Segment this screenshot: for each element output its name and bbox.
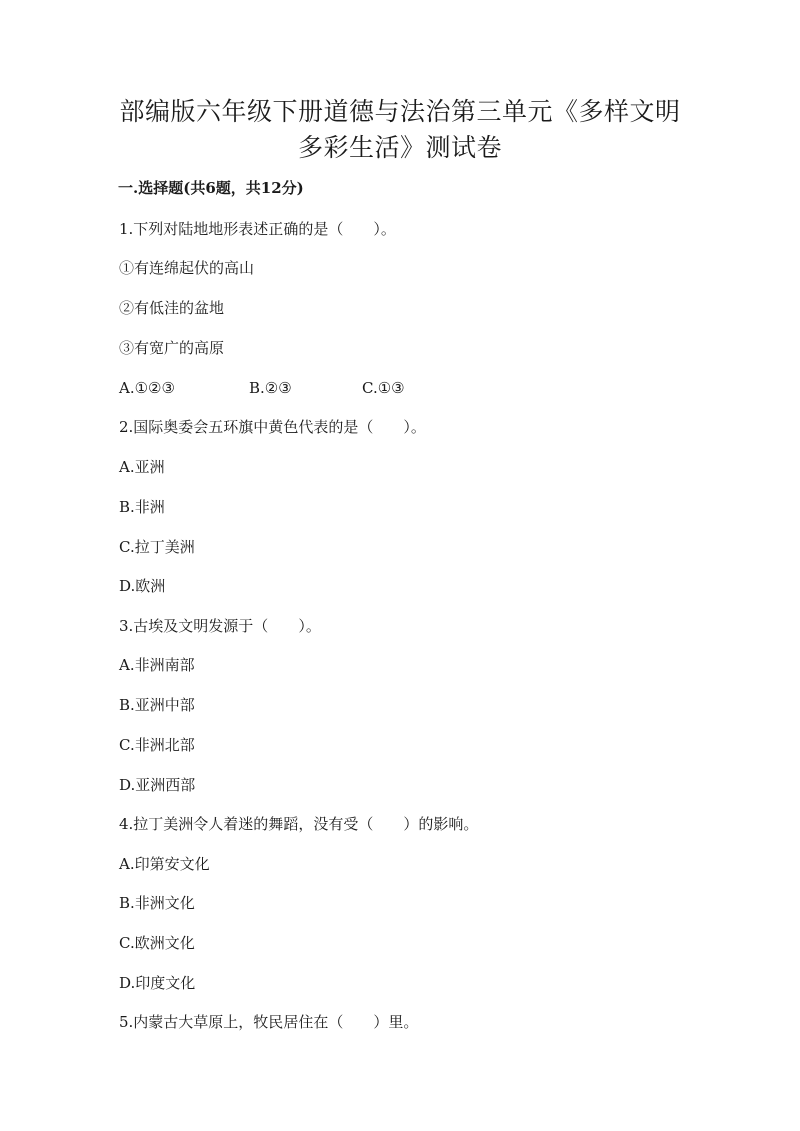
page-title-line-2: 多彩生活》测试卷 [297,133,502,162]
question-2-option-a[interactable]: A.亚洲 [119,458,165,476]
question-3-stem: 3.古埃及文明发源于（ ）。 [119,617,321,635]
question-5-stem: 5.内蒙古大草原上，牧民居住在（ ）里。 [119,1013,419,1031]
question-4-option-d[interactable]: D.印度文化 [119,974,196,992]
question-1-statement-2: ②有低洼的盆地 [119,299,225,317]
question-2-option-b[interactable]: B.非洲 [119,498,165,516]
question-3-option-a[interactable]: A.非洲南部 [119,656,195,674]
question-4-option-c[interactable]: C.欧洲文化 [119,934,195,952]
section-heading: 一.选择题(共6题，共12分) [118,179,304,197]
question-2-stem: 2.国际奥委会五环旗中黄色代表的是（ ）。 [119,418,426,436]
page-title-line-1: 部编版六年级下册道德与法治第三单元《多样文明 [119,97,681,126]
question-4-option-b[interactable]: B.非洲文化 [119,894,195,912]
question-1-option-a[interactable]: A.①②③ [119,379,175,397]
question-3-option-c[interactable]: C.非洲北部 [119,736,195,754]
question-1-option-b[interactable]: B.②③ [249,379,292,397]
question-4-stem: 4.拉丁美洲令人着迷的舞蹈，没有受（ ）的影响。 [119,815,479,833]
question-1-option-c[interactable]: C.①③ [362,379,405,397]
question-3-option-d[interactable]: D.亚洲西部 [119,776,196,794]
question-1-statement-3: ③有宽广的高原 [119,339,225,357]
question-3-option-b[interactable]: B.亚洲中部 [119,696,195,714]
question-2-option-c[interactable]: C.拉丁美洲 [119,538,195,556]
question-2-option-d[interactable]: D.欧洲 [119,577,166,595]
question-1-stem: 1.下列对陆地地形表述正确的是（ ）。 [119,220,396,238]
question-4-option-a[interactable]: A.印第安文化 [119,855,210,873]
question-1-statement-1: ①有连绵起伏的高山 [119,259,255,277]
